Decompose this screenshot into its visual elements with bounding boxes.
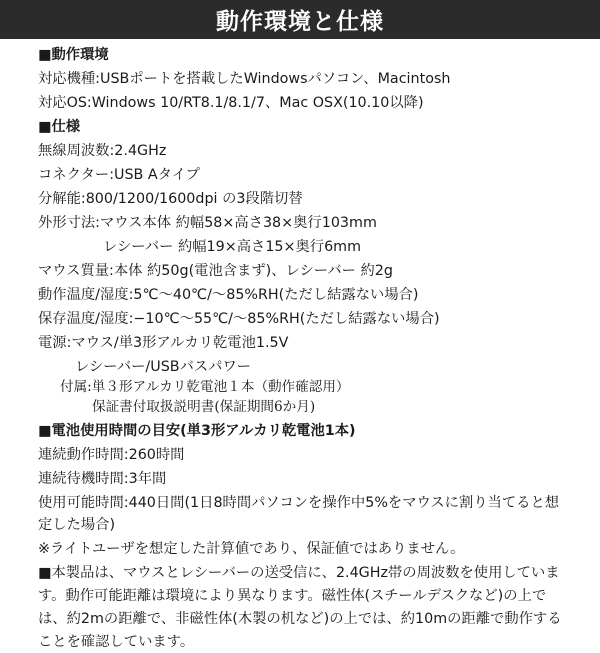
spec-connector: コネクター:USB Aタイプ [38, 167, 200, 183]
spec-resolution: 分解能:800/1200/1600dpi の3段階切替 [38, 191, 303, 207]
battery-continuous-operation: 連続動作時間:260時間 [38, 447, 185, 463]
battery-note: ※ライトユーザを想定した計算値であり、保証値ではありません。 [38, 541, 465, 557]
spec-power: 電源:マウス/単3形アルカリ乾電池1.5V [38, 335, 289, 351]
notice-line-4: ことを確認しています。 [38, 634, 195, 650]
notice-line-1: ■本製品は、マウスとレシーバーの送受信に、2.4GHz帯の周波数を使用していま [38, 565, 560, 581]
spec-dimensions-receiver: レシーバー 約幅19×高さ15×奥行6mm [103, 239, 362, 255]
spec-storage-environment: 保存温度/湿度:−10℃〜55℃/〜85%RH(ただし結露ない場合) [38, 311, 440, 327]
spec-weight: マウス質量:本体 約50g(電池含まず)、レシーバー 約2g [38, 263, 393, 279]
spec-operating-environment: 動作温度/湿度:5℃〜40℃/〜85%RH(ただし結露ない場合) [38, 287, 419, 303]
supported-os: 対応OS:Windows 10/RT8.1/8.1/7、Mac OSX(10.10以降) [38, 95, 424, 111]
environment-heading: ■動作環境 [38, 47, 109, 63]
spec-dimensions-mouse: 外形寸法:マウス本体 約幅58×高さ38×奥行103mm [38, 215, 377, 231]
supported-machines: 対応機種:USBポートを搭載したWindowsパソコン、Macintosh [38, 71, 451, 87]
battery-usable-period: 使用可能時間:440日間(1日8時間パソコンを操作中5%をマウスに割り当てると想 [38, 495, 560, 511]
spec-accessories: 付属:単３形アルカリ乾電池１本（動作確認用） [60, 379, 350, 395]
notice-line-2: す。動作可能距離は環境により異なります。磁性体(スチールデスクなど)の上で [38, 588, 547, 604]
spec-frequency: 無線周波数:2.4GHz [38, 143, 167, 159]
specs-heading: ■仕様 [38, 119, 81, 135]
spec-accessories-warranty: 保証書付取扱説明書(保証期間6か月) [92, 399, 316, 415]
battery-heading: ■電池使用時間の目安(単3形アルカリ乾電池1本) [38, 423, 356, 439]
battery-continuous-standby: 連続待機時間:3年間 [38, 471, 167, 487]
notice-line-3: は、約2mの距離で、非磁性体(木製の机など)の上では、約10mの距離で動作する [38, 611, 562, 627]
spec-power-receiver: レシーバー/USBバスパワー [75, 359, 252, 375]
page-title: 動作環境と仕様 [216, 9, 384, 35]
battery-usable-period-cont: 定した場合) [38, 517, 116, 533]
page-header [0, 0, 600, 39]
